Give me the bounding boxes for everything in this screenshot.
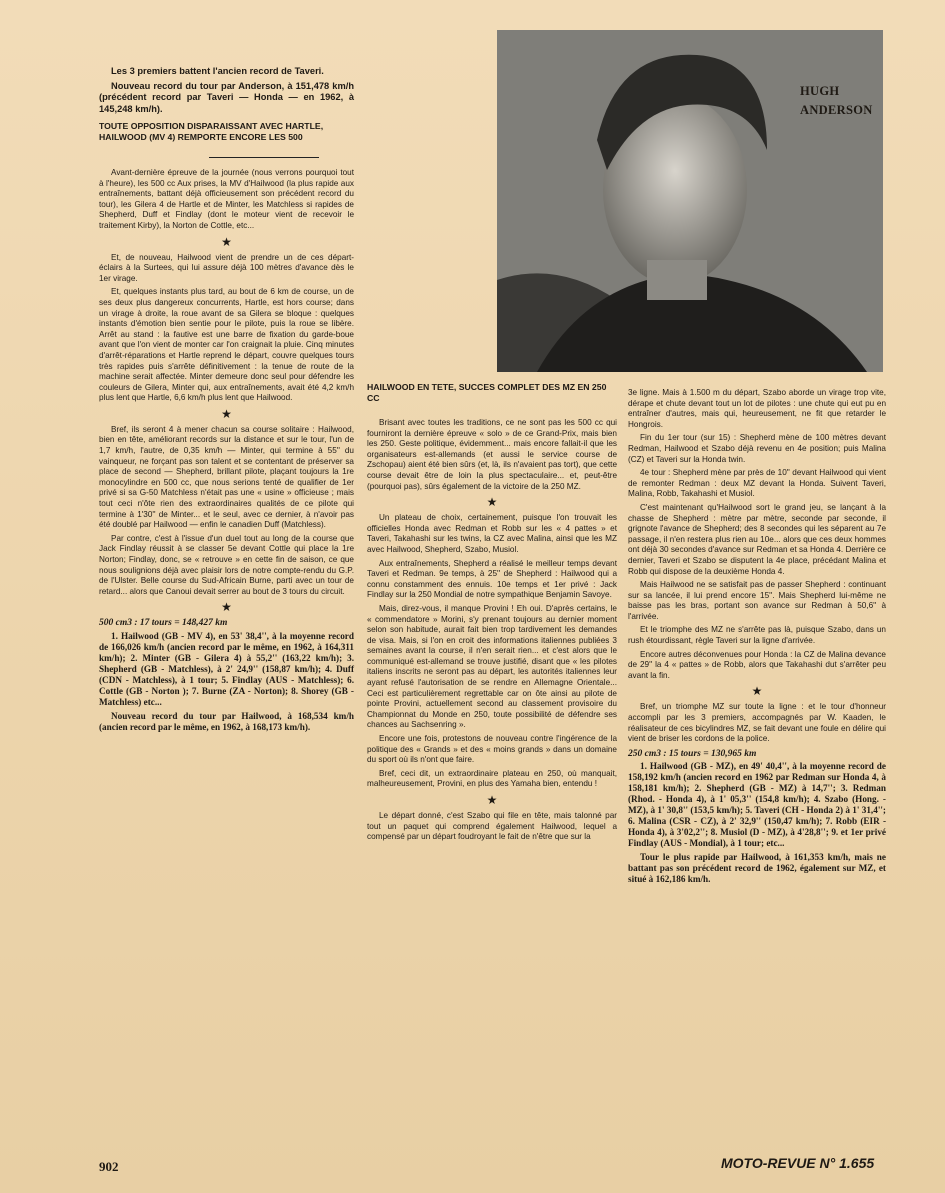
paragraph: Bref, un triomphe MZ sur toute la ligne : et le tour d'honneur accompli par les 3 premiers, accompagnés par W. Kaaden, le réalisateur de ces bicylindres MZ, se fait devant une foule en délire qui vient de briser les cordons de la police. xyxy=(628,702,886,744)
results-250: 1. Hailwood (GB - MZ), en 49' 40,4'', à la moyenne record de 158,192 km/h (ancien record en 1962 par Redman sur Honda 4, à 158,181 km/h); 2. Shepherd (GB - MZ) à 14,7''; 3. Redman (Rhod. - Honda 4), à 1' 05,3'' (154,8 km/h); 4. Szabo (Hong. - MZ), à 1' 30,8'' (153,5 km/h); 5. Taveri (CH - Honda 2) à 1' 31,4''; 6. Malina (CSR - CZ), à 2' 32,9'' (150,47 km/h); 7. Robb (EIR - Honda 4), à 3'02,2''; 8. Musiol (D - MZ), à 4'28,8''; 9. et 1er privé Findlay (AUS - Mondial), à 1 tour; etc... xyxy=(628,761,886,849)
record-bold: Nouveau record du tour par Anderson, à 151,478 km/h (précédent record par Taveri — Honda — en 1962, à 145,248 km/h). xyxy=(99,80,354,114)
results-heading-500: 500 cm3 : 17 tours = 148,427 km xyxy=(99,618,228,629)
star-separator: ★ xyxy=(486,793,498,807)
record-500: Nouveau record du tour par Hailwood, à 168,534 km/h (ancien record par le même, en 1962, à 168,173 km/h). xyxy=(99,710,354,732)
paragraph: Et le triomphe des MZ ne s'arrête pas là, puisque Szabo, dans un rush étourdissant, règle Taveri sur la ligne d'arrivée. xyxy=(628,625,886,646)
paragraph: Bref, ceci dit, un extraordinaire plateau en 250, où manquait, malheureusement, Provini, en plus des Yamaha bien, entendu ! xyxy=(367,768,617,789)
section-heading-500: TOUTE OPPOSITION DISPARAISSANT AVEC HARTLE, HAILWOOD (MV 4) REMPORTE ENCORE LES 500 xyxy=(99,121,324,142)
star-separator: ★ xyxy=(751,684,763,699)
paragraph: Un plateau de choix, certainement, puisque l'on trouvait les officielles Honda avec Redman et Robb sur les « 4 pattes » et Taveri, Takahashi sur les twins, la CZ avec Malina, ainsi que les MZ avec Hailwood, Shepherd, Szabo, Musiol. xyxy=(367,513,617,554)
paragraph: Mais Hailwood ne se satisfait pas de passer Shepherd : continuant sur sa lancée, il lui prend encore 15''. Mais Shepherd lui-même ne baisse pas les bras, portant son avance sur Redman à 50,6'' à l'arrivée. xyxy=(628,580,886,621)
star-separator: ★ xyxy=(221,406,232,421)
paragraph: Et, de nouveau, Hailwood vient de prendre un de ces départ-éclairs à la Surtees, qui lui assure déjà 100 mètres d'avance dès le 1er virage. xyxy=(99,252,354,283)
column-2 xyxy=(367,382,617,846)
results-heading-250: 250 cm3 : 15 tours = 130,965 km xyxy=(628,748,757,759)
star-separator: ★ xyxy=(486,495,498,510)
paragraph: Encore une fois, protestons de nouveau contre l'ingérence de la politique des « Grands » et des « moins grands » dans un domaine du sport où ils n'ont que faire. xyxy=(367,734,617,765)
intro-bold: Les 3 premiers battent l'ancien record de Taveri. xyxy=(111,66,324,76)
paragraph: Brisant avec toutes les traditions, ce ne sont pas les 500 cc qui fourniront la dernière épreuve « solo » de ce Grand-Prix, mais bien les 250. Geste politique, évidemment... mais encore fallait-il que les organisateurs est-allemands (et aussi le service course de Zschopau) aient été bien sûrs (et, là, ils n'avaient pas tort), que cette course devait être de loin la plus spectaculaire... et, peut-être (pourquoi pas), sûrs également de la victoire de la 250 MZ. xyxy=(367,418,617,491)
photo-caption xyxy=(800,82,873,120)
paragraph: C'est maintenant qu'Hailwood sort le grand jeu, se lançant à la chasse de Shepherd : mètre par mètre, seconde par seconde, il grignote l'avance de Shepherd; des 8 secondes qui les séparent au 7e passage, il n'en restera plus rien au 10e... alors que ces deux hommes ont déjà 30 secondes d'avance sur Redman et sa Honda 4. Derrière ce dernier, Taveri et Szabo se disputent la 4e place, précédant Malina et Robb qui dispose de la deuxième Honda 4. xyxy=(628,502,886,576)
paragraph: Aux entraînements, Shepherd a réalisé le meilleur temps devant Taveri et Redman. 9e temps, à 25'' de Shepherd : Hailwood qui a connu constamment des ennuis. 10e temps et 1er privé : Jack Findlay sur la 250 Mondial de notre sympathique Benjamin Savoye. xyxy=(367,558,617,600)
paragraph: Le départ donné, c'est Szabo qui file en tête, mais talonné par tout un paquet qui comprend également Hailwood, lequel a compensé par un départ foudroyant le fait de n'être que sur la xyxy=(367,811,617,842)
record-250: Tour le plus rapide par Hailwood, à 161,353 km/h, mais ne battant pas son précédent record de 1962, également sur MZ, et situé à 162,186 km/h. xyxy=(628,852,886,885)
paragraph: Avant-dernière épreuve de la journée (nous verrons pourquoi tout à l'heure), les 500 cc Aux prises, la MV d'Hailwood (la plus rapide aux entraînements, battant déjà officieusement son précédent record du tour), les Gilera 4 de Hartle et de Minter, les Matchless si rapides de Shepherd, Duff et Findlay (dont le moteur vient de recevoir le traitement Kirby), la Norton de Cottle, etc... xyxy=(99,168,354,230)
magazine-issue: MOTO-REVUE N° 1.655 xyxy=(721,1155,875,1171)
paragraph: Encore autres déconvenues pour Honda : la CZ de Malina devance de 29'' la 4 « pattes » de Robb, alors que Takahashi dut s'arrêter peu avant la fin. xyxy=(628,649,886,680)
paragraph: Fin du 1er tour (sur 15) : Shepherd mène de 100 mètres devant Redman, Hailwood et Szabo déjà revenu en 4e position; puis Malina (CZ) et Taveri sur la Honda twin. xyxy=(628,433,886,464)
paragraph: Et, quelques instants plus tard, au bout de 6 km de course, un de ses deux plus dangereux concurrents, Hartle, est hors course; dans un virage à droite, la roue avant de sa Gilera se bloque : quelques instants d'émotion bien sentie pour le pilote, puis la roue se libère. Arrêt au stand : la fautive est une barre de fixation du garde-boue avant que l'on vient de monter car l'on craignait la pluie. Cinq minutes d'arrêt-réparations et Hartle reprend le départ, couvre quelques tours très rapides puis s'arrête définitivement : la tenue de route de la machine serait affectée. Minter demeure donc seul pour défendre les couleurs de Gilera, Minter qui, aux entraînements, avait été 4,2 km/h plus lent que Hartle, 6,6 km/h plus lent que Hailwood. xyxy=(99,287,354,403)
paragraph: Mais, direz-vous, il manque Provini ! Eh oui. D'après certains, le « commendatore » Morini, s'y prenant toujours au dernier moment selon son habitude, aurait fait bien trop tardivement les demandes de visa. Mais, si l'on en croit des informations italiennes publiées 3 semaines avant la course, il n'en serait rien... et c'est alors que le communiqué est-allemand se trouve justifié, disant que « les pilotes italiens inscrits ne seront pas au départ, les autorités italiennes leur ayant refusé l'autorisation de se rendre en Allemagne Orientale... Ceci est particulièrement regrettable car on ôte ainsi au pilote de pointe Provini, actuellement second au classement provisoire du Championnat du Monde en 250, toute possibilité de défendre ses chances au Sachsenring ». xyxy=(367,603,617,730)
page-number: 902 xyxy=(99,1159,119,1174)
column-3 xyxy=(628,388,886,888)
results-500: 1. Hailwood (GB - MV 4), en 53' 38,4'', à la moyenne record de 166,026 km/h (ancien record par le même, en 1962, à 164,311 km/h); 2. Minter (GB - Gilera 4) à 55,2'' (163,22 km/h); 3. Shepherd (GB - Matchless), à 2' 24,9'' (158,87 km/h); 4. Duff (CDN - Matchless), à 1 tour; 5. Findlay (AUS - Matchless); 6. Cottle (GB - Norton ); 7. Burne (ZA - Norton); 8. Shorey (GB - Matchless) etc... xyxy=(99,630,354,707)
paragraph: 3e ligne. Mais à 1.500 m du départ, Szabo aborde un virage trop vite, dérape et chute devant tout un lot de pilotes : une chute qui eut pu en entraîner d'autres, mais qui, heureusement, ne fit que retarder le Hongrois. xyxy=(628,388,886,429)
star-separator: ★ xyxy=(221,234,232,249)
star-separator: ★ xyxy=(221,600,232,615)
caption-first-name: HUGH xyxy=(800,84,840,98)
divider xyxy=(209,157,319,158)
caption-last-name: ANDERSON xyxy=(800,103,873,117)
column-1 xyxy=(99,66,354,736)
section-heading-250: HAILWOOD EN TETE, SUCCES COMPLET DES MZ EN 250 CC xyxy=(367,382,607,403)
paragraph: 4e tour : Shepherd mène par près de 10'' devant Hailwood qui vient de remonter Redman : deux MZ devant la Honda. Suivent Taveri, Malina, Robb, Takahashi et Musiol. xyxy=(628,468,886,499)
paragraph: Par contre, c'est à l'issue d'un duel tout au long de la course que Jack Findlay réussit à se classer 5e devant Cottle qui place la 1re Norton; Findlay, donc, se « retrouve » en cette fin de saison, ce que nous soulignions déjà avec plaisir lors de notre compte-rendu du G.P. de l'Ulster. Belle course du Sud-Africain Burne, parti avec un tour de retard... alors que Canoui devait serrer au bout de 3 tours du circuit. xyxy=(99,533,354,596)
paragraph: Bref, ils seront 4 à mener chacun sa course solitaire : Hailwood, bien en tête, améliorant records sur la distance et sur le tour, l'un de 1,7 km/h, l'autre, de 0,35 km/h — Minter, qui termine à 55'' du vainqueur, ne forçant pas son talent et se contentant de préserver sa place de second — Shepherd, brillant pilote, plaçant toujours la 1re monocylindre en 500 cc, que nous serions tenté de qualifier de 1er privé si sa G-50 Matchless n'était pas une « usine » officieuse ; mais tout ceci n'ôte rien des extraordinaires qualités de ce pilote qui termine à 1'30'' de Minter... et le seul, avec ce dernier, à n'avoir pas été doublé par Hailwood — enfin le canadien Duff (Matchless). xyxy=(99,424,354,530)
